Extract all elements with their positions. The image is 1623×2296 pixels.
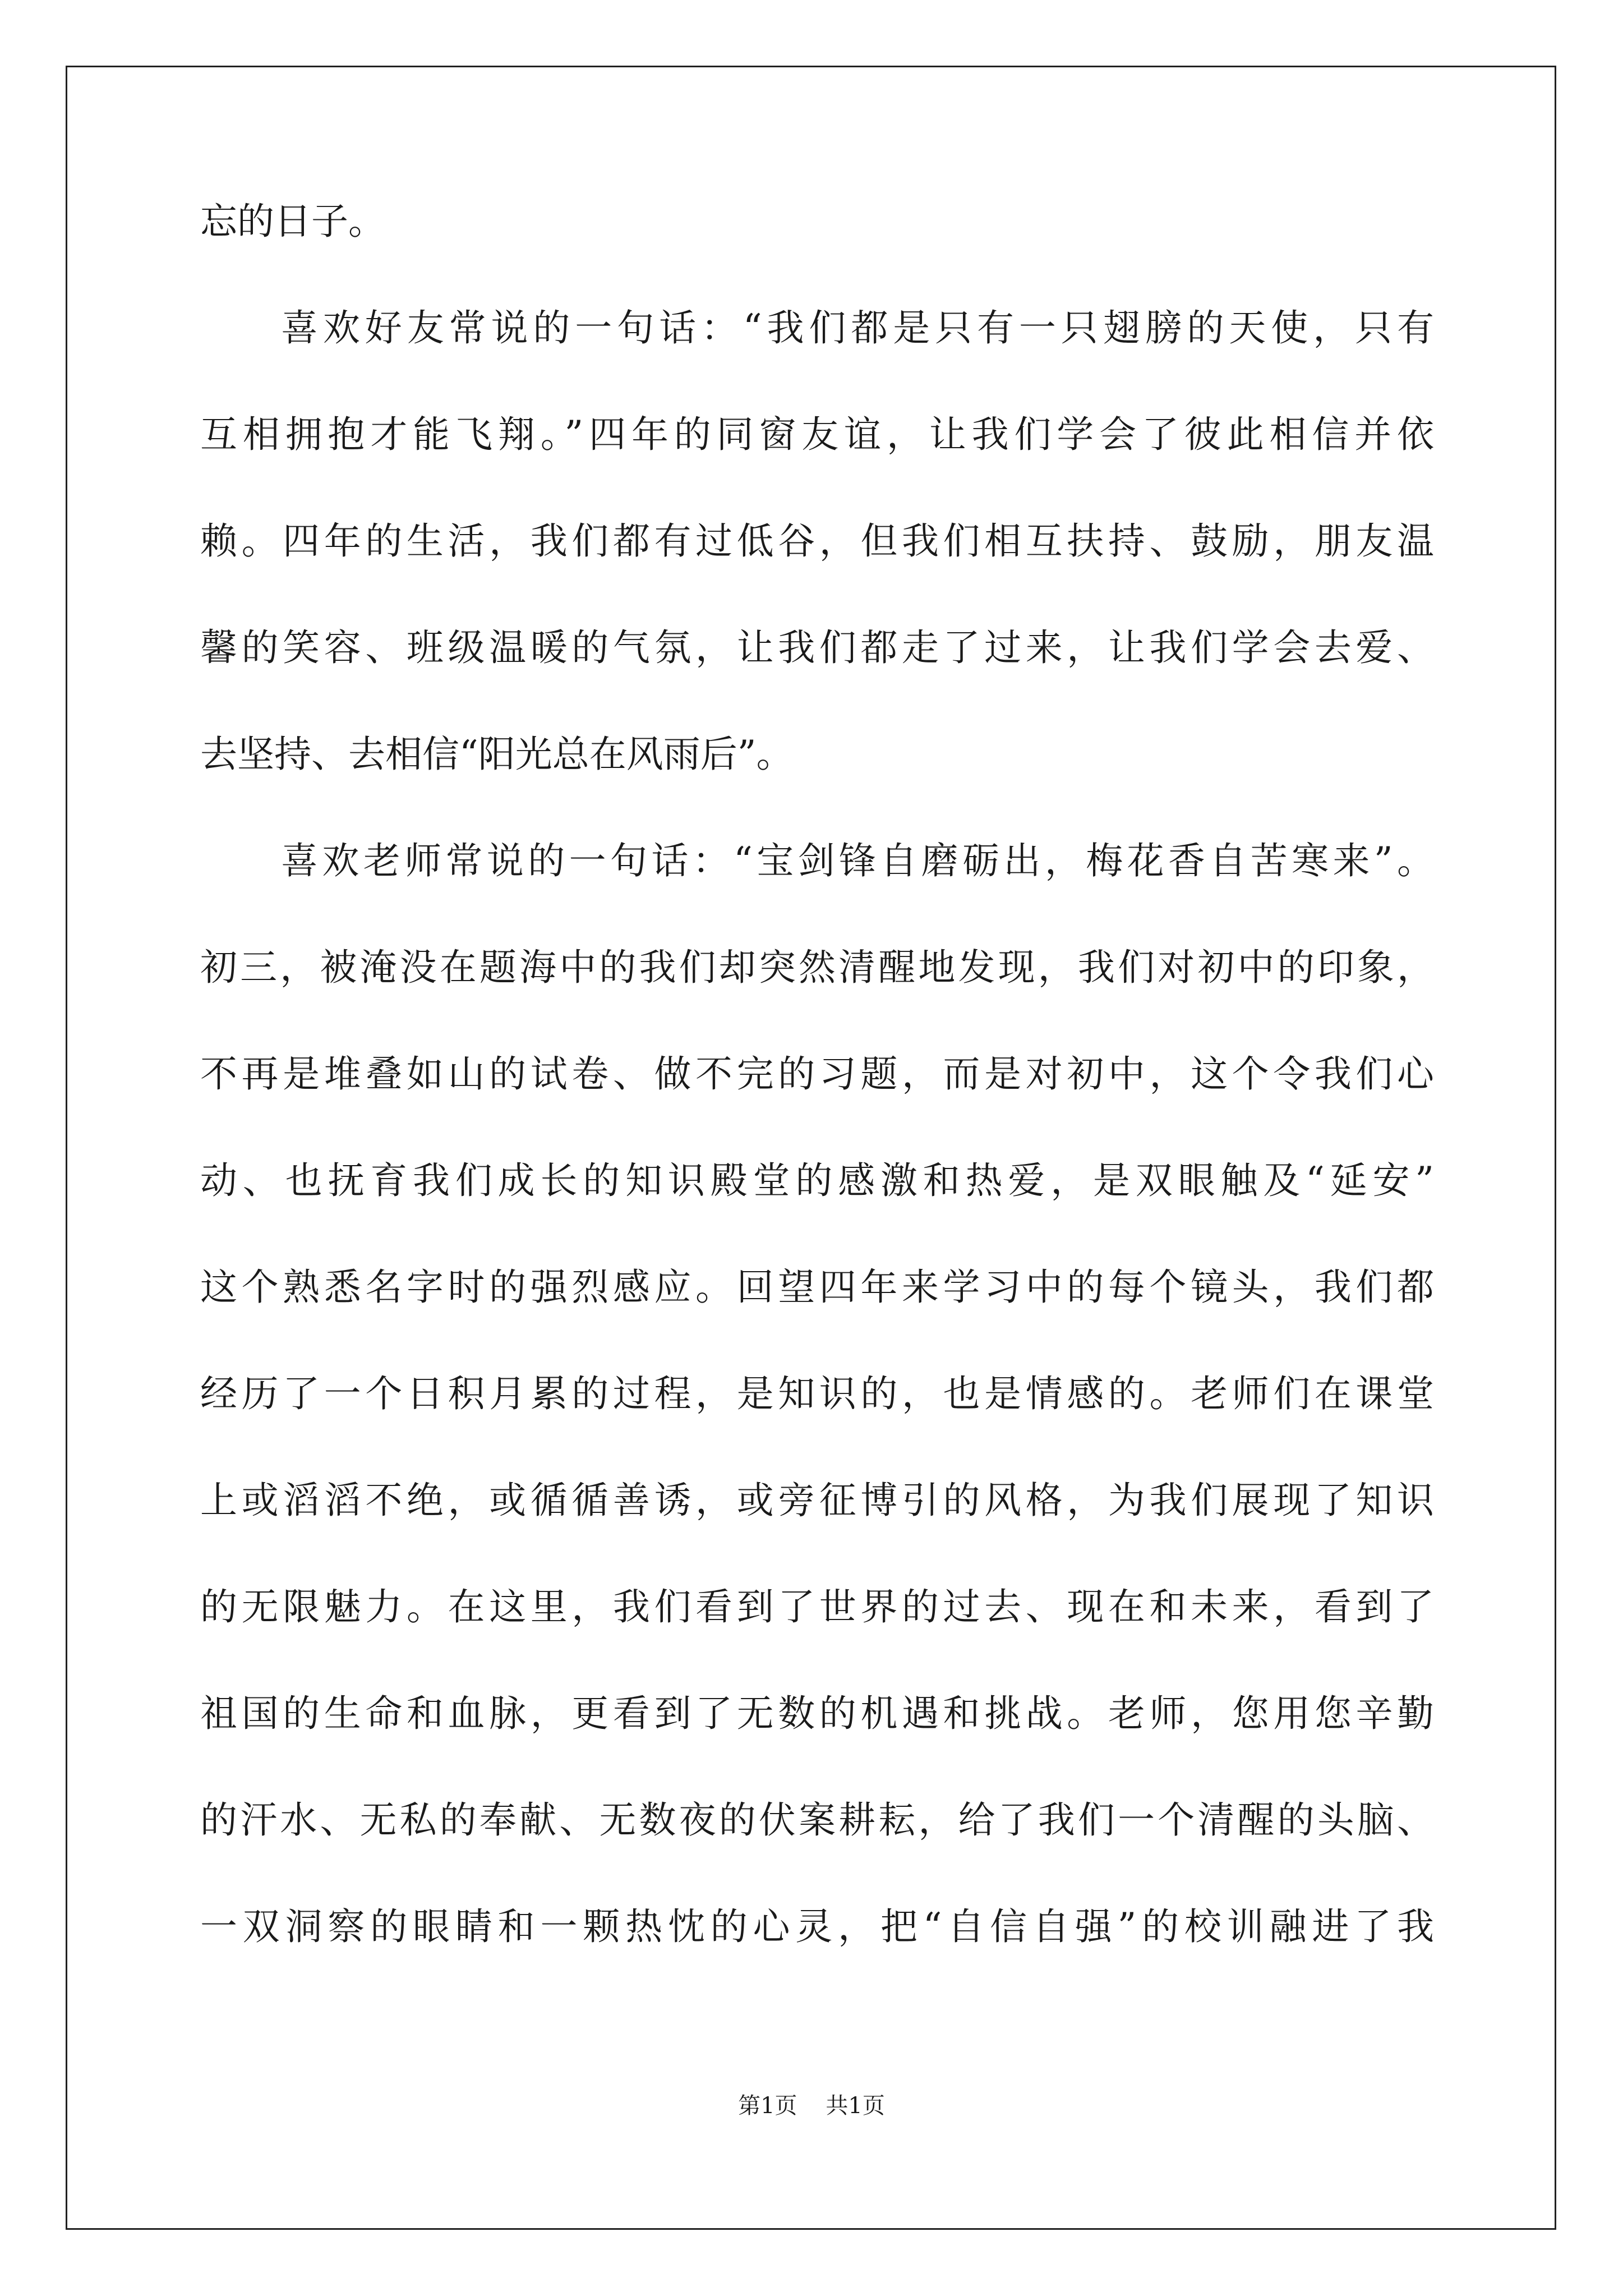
page-number: 第1页 [738,2093,797,2119]
text-line: 赖。四年的生活，我们都有过低谷，但我们相互扶持、鼓励，朋友温 [200,519,1434,563]
text-line: 祖国的生命和血脉，更看到了无数的机遇和挑战。老师，您用您辛勤 [200,1692,1434,1735]
text-line: 馨的笑容、班级温暖的气氛，让我们都走了过来，让我们学会去爱、 [200,626,1434,669]
text-line: 互相拥抱才能飞翔。”四年的同窗友谊，让我们学会了彼此相信并依 [200,413,1434,456]
page-footer [0,2089,1623,2123]
page-total: 共1页 [826,2093,885,2119]
text-line: 动、也抚育我们成长的知识殿堂的感激和热爱，是双眼触及“延安” [200,1159,1434,1202]
text-line: 的无限魅力。在这里，我们看到了世界的过去、现在和未来，看到了 [200,1585,1434,1628]
text-line: 经历了一个日积月累的过程，是知识的，也是情感的。老师们在课堂 [200,1372,1434,1415]
text-line: 上或滔滔不绝，或循循善诱，或旁征博引的风格，为我们展现了知识 [200,1479,1434,1522]
text-line: 初三，被淹没在题海中的我们却突然清醒地发现，我们对初中的印象， [200,946,1434,989]
text-line: 喜欢好友常说的一句话：“我们都是只有一只翅膀的天使，只有 [281,306,1434,349]
text-line: 忘的日子。 [200,200,385,243]
text-line: 的汗水、无私的奉献、无数夜的伏案耕耘，给了我们一个清醒的头脑、 [200,1798,1434,1842]
text-line: 去坚持、去相信“阳光总在风雨后”。 [200,733,794,776]
text-line: 不再是堆叠如山的试卷、做不完的习题，而是对初中，这个令我们心 [200,1052,1434,1096]
text-line: 一双洞察的眼睛和一颗热忱的心灵，把“自信自强”的校训融进了我 [200,1905,1434,1948]
text-line: 喜欢老师常说的一句话：“宝剑锋自磨砺出，梅花香自苦寒来”。 [281,839,1434,882]
text-line: 这个熟悉名字时的强烈感应。回望四年来学习中的每个镜头，我们都 [200,1266,1434,1309]
